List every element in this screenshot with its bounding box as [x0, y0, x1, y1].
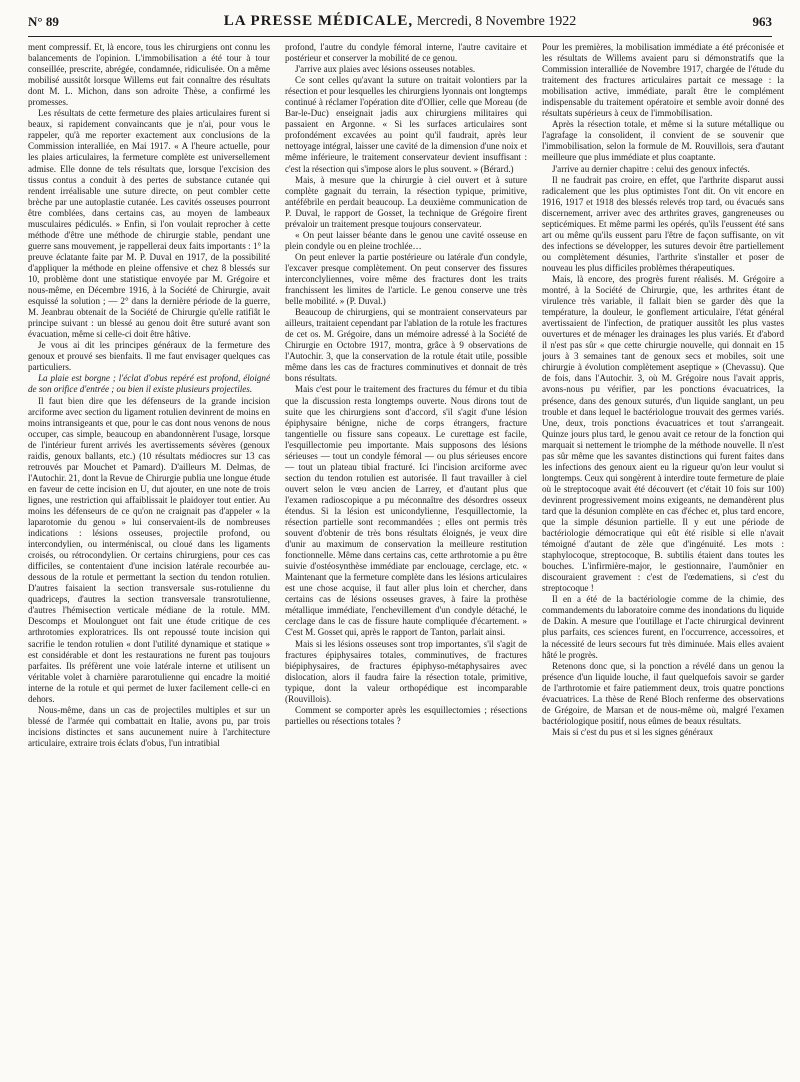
paragraph: Mais, là encore, des progrès furent réalisés. M. Grégoire a montré, à la Société de Chirurgie, que, les arthrites étant de virulence très variable, il fallait bien se garder dès que la température, la douleur, le gonflement articulaire, l'état général avertissaient de l'infection, de pratiquer aussitôt les plus vastes ouvertures et de ménager les drainages les plus variés. Et d'abord il n'est pas sûr « que cette chirurgie nouvelle, qui donnait en 15 jours à 3 semaines tant de genoux secs et mobiles, soit une chirurgie à évolution complètement aseptique » (Chevassu). Que de fois, dans l'Autochir. 3, où M. Grégoire nous l'avait appris, avons-nous pu vérifier, par les ponctions évacuatrices, la présence, dans des genoux suturés, d'un liquide sanglant, un peu trouble et dans lequel le bactériologue trouvait des germes variés. Une, deux, trois ponctions évacuatrices et tout s'arrangeait. Quinze jours plus tard, le genou avait ce retour de la fonction qui marquait si nettement le triomphe de la méthode nouvelle. Il n'est pas sûr même que les savantes distinctions qui furent faites dans les infections des genoux aient eu la rigueur qu'on leur voulut si longtemps. Ceux qui songèrent à interdire toute fermeture de plaie où le streptocoque avait été découvert (et c'était 10 fois sur 100) devinrent progressivement moins exigeants, ne demandèrent plus tard que la désunion complète en cas d'échec et, plus tard encore, que la simple désunion partielle. Il y eut une période de bactériologie démocratique qui eût été risible si elle n'avait témoigné d'autant de zèle que d'ingénuité. Les mots : staphylocoque, streptocoque, B. subtilis étaient dans toutes les bouches. L'infirmière-major, le gestionnaire, l'aumônier en discouraient gravement : c'est de l'œdematiens, si c'est du streptocoque !	[542, 273, 784, 594]
paragraph: Pour les premières, la mobilisation immédiate a été préconisée et les résultats de Willems avaient paru si démonstratifs que la Commission interalliée de Novembre 1917, chargée de l'étude du traitement des fractures articulaires partait ce message : la mobilisation active, immédiate, paraît être le complément indispensable du traitement opératoire et semble avoir donné des résultats supérieurs à ceux de l'immobilisation.	[542, 42, 784, 119]
paragraph: Il faut bien dire que les défenseurs de la grande incision arciforme avec section du ligament rotulien devinrent de moins en moins intransigeants et que, pour le cas dont nous venons de nous occuper, cas simple, beaucoup en abandonnèrent l'usage, lorsque de l'intérieur furent arrivés les avertissements sévères (genoux raidis, genoux ballants, etc.) (10 résultats médiocres sur 13 cas retrouvés par Mouchet et Pamard). D'ailleurs M. Delmas, de l'Autochir. 21, dont la Revue de Chirurgie publia une longue étude en faveur de cette incision en U, dut ajouter, en une note de trois lignes, une restriction qui affaiblissait le plaidoyer tout entier. Au moins les défenseurs de ce qu'on ne craignait pas d'appeler « la laparotomie du genou » lui conservaient-ils de nombreuses indications : lésions osseuses, projectile profond, ou intercondylien, ou interméniscal, ou cloué dans les ligaments croisés, ou rétrocondylien. Or certains chirurgiens, pour ces cas difficiles, se contentaient d'une incision latérale recourbée au-dessous de la rotule et permettant la section du tendon rotulien. D'autres faisaient la section transversale sus-rotulienne du quadriceps, d'autres la section transversale transrotulienne, d'autres l'hémisection verticale médiane de la rotule. MM. Descomps et Moulonguet ont fait une étude critique de ces arthrotomies exploratrices. Ils ont repoussé toute incision qui sacrifie le tendon rotulien « dont l'utilité dynamique et statique » est considérable et dont les restaurations ne furent pas toujours parfaites. Ils préfèrent une voie latérale interne et utilisent un véritable volet à charnière pararotulienne qui encadre la moitié interne de la rotule et qui permet de luxer facilement celle-ci en dehors.	[28, 395, 270, 704]
paragraph: Ce sont celles qu'avant la suture on traitait volontiers par la résection et pour lesquelles les chirurgiens lyonnais ont longtemps continué à réclamer l'opération dite d'Ollier, celle que Moreau (de Bar-le-Duc) enseignait jadis aux chirurgiens militaires qui passaient en Argonne. « Si les surfaces articulaires sont profondément excavées au point qu'il faudrait, après leur nettoyage intégral, laisser une cavité de la dimension d'une noix et même inférieure, le traitement conservateur devient insuffisant : c'est la résection qui s'impose alors le plus souvent. » (Bérard.)	[285, 75, 527, 174]
page-header	[28, 12, 772, 37]
column-3	[542, 42, 784, 1074]
paragraph: Mais si les lésions osseuses sont trop importantes, s'il s'agit de fractures épiphysaires totales, comminutives, de fractures biépiphysaires, de fractures épiphyso-métaphysaires avec dislocation, alors il faudra faire la résection totale, primitive, typique, dont la valeur orthopédique est incomparable (Rouvillois).	[285, 638, 527, 704]
paragraph: Après la résection totale, et même si la suture métallique ou l'agrafage la consolident, il convient de se souvenir que l'immobilisation, selon la formule de M. Rouvillois, sera d'autant meilleure que plus immédiate et plus coaptante.	[542, 119, 784, 163]
paragraph: Comment se comporter après les esquillectomies ; résections partielles ou résections totales ?	[285, 704, 527, 726]
paragraph: Nous-même, dans un cas de projectiles multiples et sur un blessé de l'armée qui combattait en Italie, avons pu, par trois incisions distinctes et sans aucunement nuire à l'architecture articulaire, extraire trois éclats d'obus, l'un intratibial	[28, 704, 270, 748]
paragraph: Retenons donc que, si la ponction a révélé dans un genou la présence d'un liquide louche, il faut quelquefois savoir se garder de l'arthrotomie et faire patiemment deux, trois quatre ponctions évacuatrices. La thèse de René Bloch renferme des observations de Grégoire, de Marsan et de nous-même où, malgré l'examen bactériologique positif, nous eûmes de beaux résultats.	[542, 660, 784, 726]
column-1	[28, 42, 270, 1074]
paragraph: Mais c'est pour le traitement des fractures du fémur et du tibia que la discussion resta longtemps ouverte. Nous dirons tout de suite que les chirurgiens sont d'accord, s'il s'agit d'une lésion épiphysaire bénigne, niche de corps étrangers, fracture tangentielle ou fissure sans copeaux. Le curettage est facile, l'esquillectomie peu importante. Mais supposons des lésions sérieuses — tout un condyle fémoral — ou plus sérieuses encore — tout un plateau tibial fracturé. Ici l'incision arciforme avec section du tendon rotulien est autorisée. Il faut travailler à ciel ouvert selon le vœu ancien de Larrey, et d'autant plus que l'examen radioscopique a pu méconnaître des désordres osseux étendus. Si la lésion est unicondylienne, l'esquillectomie, la résection partielle sont recommandées ; elles ont permis très souvent d'obtenir de très bons résultats éloignés, je veux dire d'unir au maximum de conservation la meilleure restitution fonctionnelle. Même dans certains cas, cette arthrotomie a pu être suivie d'ostéosynthèse immédiate par enclouage, cerclage, etc. « Maintenant que la fermeture complète dans les lésions articulaires est une chose acquise, il faut aller plus loin et chercher, dans certains cas de lésions osseuses graves, à faire la prothèse métallique immédiate, l'enchevillement d'un condyle détaché, le cerclage dans le cas de fissure haute compliquée d'écartement. » C'est M. Gosset qui, après le rapport de Tanton, parlait ainsi.	[285, 384, 527, 638]
paragraph: La plaie est borgne ; l'éclat d'obus repéré est profond, éloigné de son orifice d'entrée ; ou bien il existe plusieurs projectiles.	[28, 373, 270, 395]
paragraph: Il ne faudrait pas croire, en effet, que l'arthrite disparut aussi radicalement que les plus optimistes l'ont dit. On vit encore en 1916, 1917 et 1918 des blessés relevés trop tard, ou évacués sans discernement, arriver avec des arthrites graves, gangreneuses ou septicémiques. Et même parmi les opérés, qu'ils l'eussent été sans art ou même qu'ils eussent paru l'être de façon suffisante, on vit des infections se développer, les sutures devoir être partiellement ou complètement désunies, l'arthrite s'installer et poser de nouveau les plus difficiles problèmes thérapeutiques.	[542, 174, 784, 273]
journal-name: LA PRESSE MÉDICALE,	[223, 13, 414, 29]
paragraph: Je vous ai dit les principes généraux de la fermeture des genoux et prouvé ses bienfaits. Il me faut envisager quelques cas particuliers.	[28, 340, 270, 373]
paragraph: Mais, à mesure que la chirurgie à ciel ouvert et à suture complète gagnait du terrain, la résection typique, primitive, antéfébrile en perdait beaucoup. La deuxième communication de P. Duval, le rapport de Gosset, la technique de Grégoire firent prévaloir un traitement presque toujours conservateur.	[285, 174, 527, 229]
issue-date: Mercredi, 8 Novembre 1922	[416, 14, 577, 29]
paragraph: On peut enlever la partie postérieure ou latérale d'un condyle, l'excaver presque complètement. On peut conserver des fissures interconclyliennes, voire même des fractures dont les traits franchissent les limites de l'article. Le genou conserve une très belle mobilité. » (P. Duval.)	[285, 251, 527, 307]
paragraph: Mais si c'est du pus et si les signes généraux	[552, 726, 714, 737]
paragraph: Les résultats de cette fermeture des plaies articulaires furent si beaux, si rapidement convaincants que je n'ai, pour vous le rappeler, qu'à me reporter exactement aux conclusions de la Commission interalliée, en Mai 1917. « A l'heure actuelle, pour les plaies articulaires, la fermeture complète est universellement admise. Elle donne de tels résultats que, lorsque l'excision des tissus contus a conduit à des pertes de substance cutanée qui rendent irréalisable une suture directe, on peut combler cette brèche par une autoplastie cutanée. Les cavités osseuses pourront être comblées, dans certains cas, au moyen de lambeaux musculaires pédiculés. » Enfin, si l'on voulait reprocher à cette méthode d'être une méthode de chirurgie stable, pendant une guerre sans mouvement, je rappellerai deux faits importants : 1° la preuve éclatante faite par M. P. Duval en 1917, de la possibilité d'appliquer la méthode en pleine offensive et chez 8 blessés sur 10, problème dont une statistique envoyée par M. Grégoire et nous-même, en Décembre 1916, à la Société de Chirurgie, avait esquissé la solution ; — 2° dans la dernière période de la guerre, M. Jeanbrau obtenait de la Société de Chirurgie qu'elle ratifiât le principe suivant : un blessé au genou doit être suturé avant son évacuation, même si celle-ci doit être hâtive.	[28, 108, 270, 340]
paragraph: Il en a été de la bactériologie comme de la chimie, des commandements du laboratoire comme des inondations du liquide de Dakin. A mesure que l'outillage et l'acte chirurgical devinrent plus parfaits, ces sciences furent, en l'occurrence, accessoires, et la nécessité de leurs secours fut très diminuée. Mais elles avaient hâté le progrès.	[542, 594, 784, 660]
page-number: 963	[752, 14, 772, 29]
paragraph: profond, l'autre du condyle fémoral interne, l'autre cavitaire et postérieur et conserver la mobilité de ce genou.	[285, 42, 527, 64]
issue-number: N° 89	[28, 14, 59, 29]
paragraph: ment compressif. Et, là encore, tous les chirurgiens ont connu les balancements de l'opinion. L'immobilisation a été tour à tour conseillée, prescrite, abrégée, condamnée, ridiculisée. On a même mobilisé aussitôt lorsque Willems eut fait connaître des résultats dont M. L. Michon, dans son adroite Thèse, a confirmé les promesses.	[28, 42, 270, 108]
paragraph: Beaucoup de chirurgiens, qui se montraient conservateurs par ailleurs, traitaient cependant par l'ablation de la rotule les fractures de cet os. M. Grégoire, dans un mémoire adressé à la Société de Chirurgie en Octobre 1917, montra, grâce à 9 observations de l'Autochir. 3, que la conservation de la rotule était utile, possible même dans les cas de fractures comminutives et donnait de très bons résultats.	[285, 307, 527, 384]
text-columns	[28, 42, 784, 1074]
masthead	[28, 13, 772, 30]
paragraph: « On peut laisser béante dans le genou une cavité osseuse en plein condyle ou en pleine trochlée…	[285, 229, 527, 251]
column-2	[285, 42, 527, 1074]
paragraph: J'arrive au dernier chapitre : celui des genoux infectés.	[552, 163, 750, 174]
paragraph: J'arrive aux plaies avec lésions osseuses notables.	[295, 64, 476, 75]
